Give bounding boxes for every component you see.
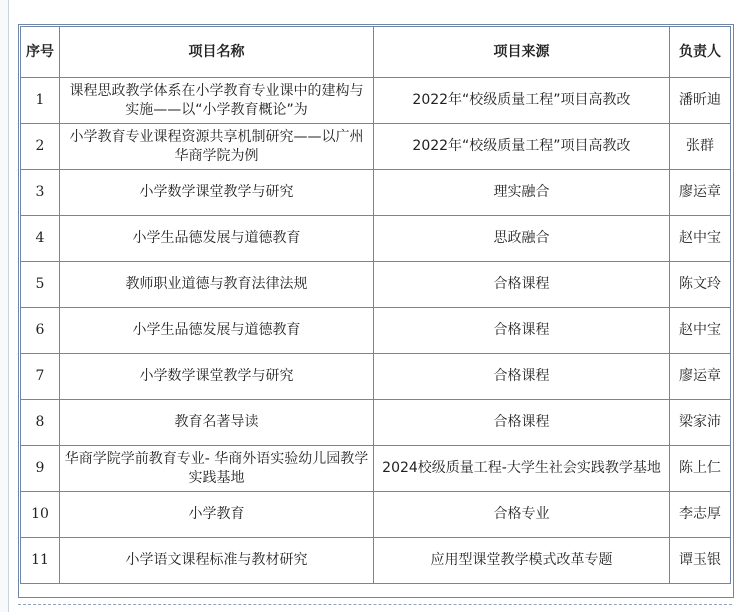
table-row — [21, 262, 731, 308]
header-row — [21, 27, 731, 78]
row-source: 合格课程 — [374, 354, 670, 400]
row-source: 2022年“校级质量工程”项目高教改 — [374, 124, 670, 170]
row-lead: 赵中宝 — [670, 216, 731, 262]
row-lead: 陈文玲 — [670, 262, 731, 308]
row-lead: 潘昕迪 — [670, 78, 731, 124]
row-lead: 谭玉银 — [670, 538, 731, 584]
row-no: 10 — [21, 492, 60, 538]
row-no: 8 — [21, 400, 60, 446]
header-lead: 负责人 — [670, 27, 731, 78]
row-name: 华商学院学前教育专业- 华商外语实验幼儿园教学实践基地 — [60, 446, 374, 492]
table-row — [21, 400, 731, 446]
row-lead: 李志厚 — [670, 492, 731, 538]
table-row — [21, 446, 731, 492]
table-row — [21, 308, 731, 354]
header-source: 项目来源 — [374, 27, 670, 78]
row-no: 4 — [21, 216, 60, 262]
row-no: 7 — [21, 354, 60, 400]
row-name: 课程思政教学体系在小学教育专业课中的建构与实施——以“小学教育概论”为 — [60, 78, 374, 124]
row-no: 6 — [21, 308, 60, 354]
row-no: 1 — [21, 78, 60, 124]
row-name: 小学语文课程标准与教材研究 — [60, 538, 374, 584]
row-source: 合格课程 — [374, 262, 670, 308]
row-source: 思政融合 — [374, 216, 670, 262]
row-name: 教师职业道德与教育法律法规 — [60, 262, 374, 308]
row-name: 小学生品德发展与道德教育 — [60, 216, 374, 262]
header-name: 项目名称 — [60, 27, 374, 78]
row-name: 教育名著导读 — [60, 400, 374, 446]
row-no: 9 — [21, 446, 60, 492]
table-row — [21, 170, 731, 216]
row-source: 合格专业 — [374, 492, 670, 538]
row-name: 小学教育专业课程资源共享机制研究——以广州华商学院为例 — [60, 124, 374, 170]
table-row — [21, 78, 731, 124]
table-row — [21, 492, 731, 538]
row-name: 小学数学课堂教学与研究 — [60, 354, 374, 400]
row-lead: 赵中宝 — [670, 308, 731, 354]
row-lead: 廖运章 — [670, 170, 731, 216]
row-no: 3 — [21, 170, 60, 216]
row-source: 合格课程 — [374, 308, 670, 354]
row-name: 小学数学课堂教学与研究 — [60, 170, 374, 216]
row-no: 5 — [21, 262, 60, 308]
row-source: 合格课程 — [374, 400, 670, 446]
row-name: 小学教育 — [60, 492, 374, 538]
table-row — [21, 538, 731, 584]
row-source: 2024校级质量工程-大学生社会实践教学基地 — [374, 446, 670, 492]
table-row — [21, 354, 731, 400]
row-lead: 廖运章 — [670, 354, 731, 400]
header-no: 序号 — [21, 27, 60, 78]
row-no: 2 — [21, 124, 60, 170]
page-edge — [0, 0, 9, 612]
row-name: 小学生品德发展与道德教育 — [60, 308, 374, 354]
table-row — [21, 216, 731, 262]
project-table — [20, 26, 731, 584]
row-source: 应用型课堂教学模式改革专题 — [374, 538, 670, 584]
page-divider — [18, 604, 732, 605]
row-source: 理实融合 — [374, 170, 670, 216]
row-no: 11 — [21, 538, 60, 584]
row-lead: 张群 — [670, 124, 731, 170]
row-lead: 陈上仁 — [670, 446, 731, 492]
table-row — [21, 124, 731, 170]
row-source: 2022年“校级质量工程”项目高教改 — [374, 78, 670, 124]
row-lead: 梁家沛 — [670, 400, 731, 446]
